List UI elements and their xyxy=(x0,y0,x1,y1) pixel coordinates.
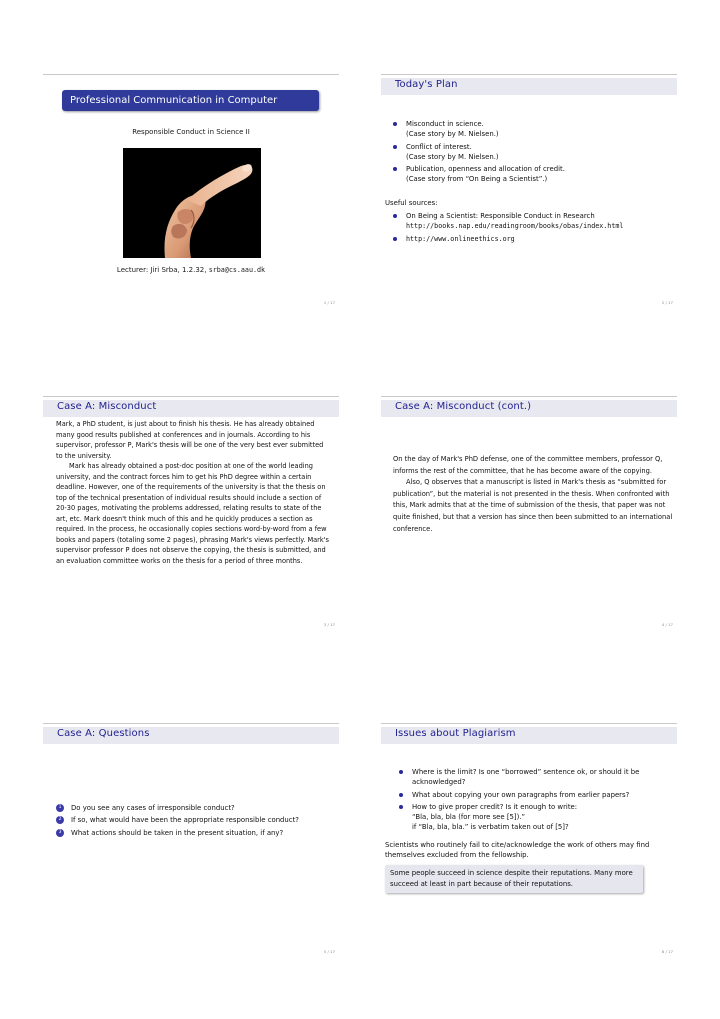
plagiarism-issues-list xyxy=(397,767,667,833)
list-item xyxy=(391,164,675,185)
source-url-link[interactable]: http://books.nap.edu/readingroom/books/obas/index.html xyxy=(406,222,624,231)
slide-body xyxy=(385,767,667,893)
bullet-icon xyxy=(393,214,397,218)
pointing-hand-image xyxy=(123,148,261,258)
list-item xyxy=(55,803,331,813)
list-item-text: What about copying your own paragraphs from earlier papers? xyxy=(412,790,630,799)
number-badge: 1 xyxy=(56,804,64,812)
source-url-link[interactable]: http://www.onlineethics.org xyxy=(406,234,515,243)
list-item-text: Conflict of interest. xyxy=(406,142,472,151)
paragraph: Mark has already obtained a post-doc position at one of the world leading university, and the contract forces him to get his PhD degree within a certain deadline. However, one of the requirements of the university is that the thesis on top of the technical presentation of individual results should include a section of 20-30 pages, motivating the problems addressed, relating results to state of the art, etc. Mark doesn't think much of this and he quickly produces a section as required. In the process, he occasionally copies sections word-by-word from a few books and papers (totaling some 2 pages), phrasing Mark's views perfectly. Mark's supervisor professor P does not observe the copying, the thesis is submitted, and an evaluation committee works on the thesis for a period of three months. xyxy=(56,462,329,565)
slide-top-rule xyxy=(43,396,339,397)
list-item xyxy=(397,790,667,800)
pointing-finger-photo xyxy=(123,148,261,258)
frame-title-bar xyxy=(381,727,677,744)
slide-top-rule xyxy=(381,74,677,75)
page-number: 4 / 17 xyxy=(661,622,673,627)
list-item-subtext: (Case story from “On Being a Scientist”.) xyxy=(406,175,548,184)
frame-title: Issues about Plagiarism xyxy=(395,728,516,739)
page-number: 1 / 17 xyxy=(323,300,335,305)
list-item-subtext: (Case story by M. Nielsen.) xyxy=(406,130,499,139)
slide-3 xyxy=(43,396,339,630)
list-item-text: Where is the limit? Is one “borrowed” sentence ok, or should it be acknowledged? xyxy=(412,768,640,787)
bullet-icon xyxy=(399,793,403,797)
list-item-text: Do you see any cases of irresponsible conduct? xyxy=(71,804,235,812)
sources-list xyxy=(391,211,675,244)
slide-top-rule xyxy=(381,723,677,724)
list-item-example: “Bla, bla, bla (for more see [5]).” xyxy=(412,813,526,822)
list-item-text: Publication, openness and allocation of credit. xyxy=(406,165,565,174)
bullet-icon xyxy=(393,145,397,149)
list-item xyxy=(397,767,667,788)
list-item-example: if “Bla, bla, bla.” is verbatim taken out of [5]? xyxy=(412,823,569,832)
lecturer-line xyxy=(43,266,339,274)
slide-body xyxy=(55,803,331,840)
paragraph: Scientists who routinely fail to cite/acknowledge the work of others may find themselves excluded from the fellowship. xyxy=(385,840,650,860)
bullet-icon xyxy=(393,167,397,171)
bullet-icon xyxy=(399,805,403,809)
frame-title-bar xyxy=(381,400,677,417)
slide-body xyxy=(56,419,332,566)
page-number: 2 / 17 xyxy=(661,300,673,305)
slide-top-rule xyxy=(43,723,339,724)
questions-list xyxy=(55,803,331,838)
paragraph: Mark, a PhD student, is just about to finish his thesis. He has already obtained many good results published at conferences and in journals. According to his supervisor, professor P, Mark's thesis will be one of the very best ever submitted to the university. xyxy=(56,420,324,460)
slide-6 xyxy=(381,723,677,957)
lecturer-email: srba@cs.aau.dk xyxy=(208,266,266,274)
frame-title-bar xyxy=(43,727,339,744)
frame-title: Today's Plan xyxy=(395,79,458,90)
list-item xyxy=(391,211,675,232)
slide-1 xyxy=(43,74,339,308)
source-title: On Being a Scientist: Responsible Conduct in Research xyxy=(406,212,595,221)
page-number: 3 / 17 xyxy=(323,622,335,627)
list-item-text: Misconduct in science. xyxy=(406,120,484,128)
slide-top-rule xyxy=(43,74,339,75)
frame-title: Case A: Misconduct xyxy=(57,401,157,412)
slide-4 xyxy=(381,396,677,630)
presentation-title: Professional Communication in Computer Science xyxy=(62,90,319,111)
plan-list xyxy=(391,119,675,185)
presentation-subtitle: Responsible Conduct in Science II xyxy=(132,128,250,136)
sources-heading: Useful sources: xyxy=(385,198,438,207)
bullet-icon xyxy=(393,122,397,126)
bullet-icon xyxy=(393,237,397,241)
list-item-subtext: (Case story by M. Nielsen.) xyxy=(406,152,499,161)
page-number: 6 / 17 xyxy=(661,949,673,954)
quote-block xyxy=(385,865,643,893)
list-item xyxy=(391,119,675,140)
list-item xyxy=(397,802,667,833)
list-item-text: How to give proper credit? Is it enough to write: xyxy=(412,802,578,811)
list-item xyxy=(55,828,331,838)
frame-title-bar xyxy=(43,400,339,417)
page-number: 5 / 17 xyxy=(323,949,335,954)
number-badge: 3 xyxy=(56,829,64,837)
list-item xyxy=(391,234,675,244)
list-item xyxy=(391,142,675,163)
slide-body xyxy=(385,119,675,246)
slide-body xyxy=(393,454,673,535)
slide-top-rule xyxy=(381,396,677,397)
frame-title-bar xyxy=(381,78,677,95)
quote-text: Some people succeed in science despite their reputations. Many more succeed at least in part because of their reputations. xyxy=(390,869,633,888)
number-badge: 2 xyxy=(56,816,64,824)
list-item-text: If so, what would have been the appropriate responsible conduct? xyxy=(71,816,299,825)
frame-title: Case A: Misconduct (cont.) xyxy=(395,401,532,412)
frame-title: Case A: Questions xyxy=(57,728,150,739)
slide-2 xyxy=(381,74,677,308)
list-item xyxy=(55,815,331,825)
slide-5 xyxy=(43,723,339,957)
bullet-icon xyxy=(399,770,403,774)
list-item-text: What actions should be taken in the present situation, if any? xyxy=(71,828,284,837)
paragraph: On the day of Mark's PhD defense, one of the committee members, professor Q, informs the rest of the committee, that he has become aware of the copying. xyxy=(393,455,663,475)
lecturer-text: Lecturer: Jiri Srba, 1.2.32, xyxy=(116,266,209,274)
paragraph: Also, Q observes that a manuscript is listed in Mark's thesis as “submitted for publication”, but the material is not presented in the thesis. When confronted with this, Mark admits that at the time of submission of the thesis, that paper was not quite finished, but that a version has since then been submitted to an international conference. xyxy=(393,478,673,533)
